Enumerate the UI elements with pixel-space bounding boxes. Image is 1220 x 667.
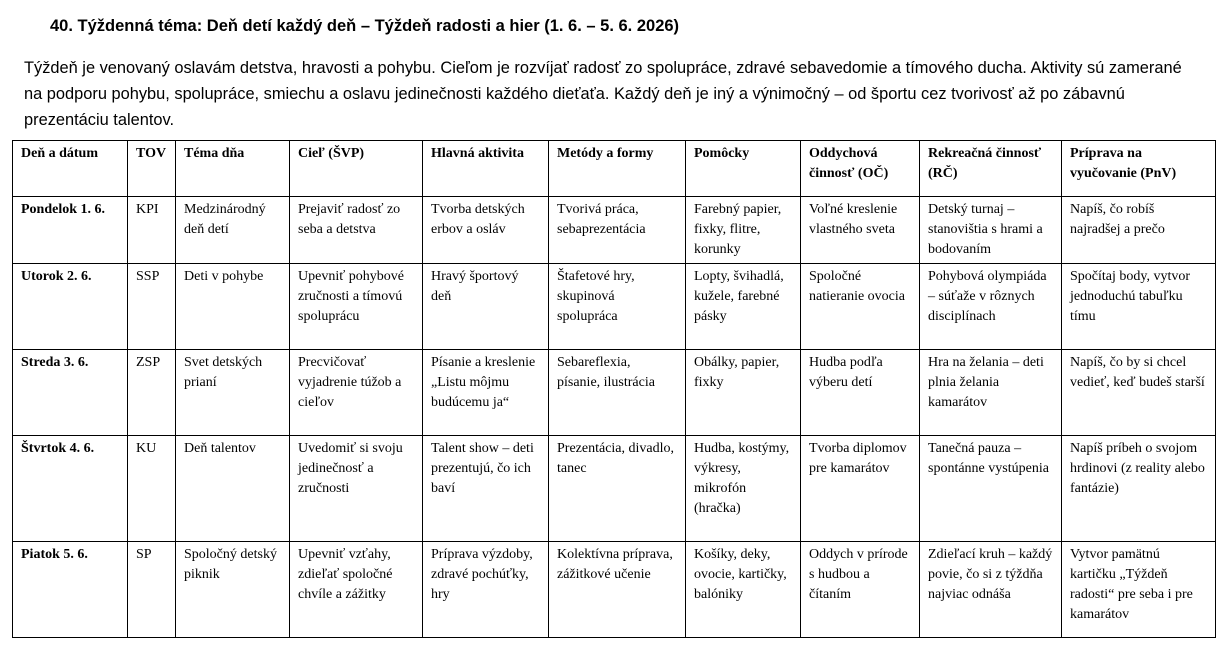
cell-aids: Lopty, švihadlá, kužele, farebné pásky — [686, 264, 801, 350]
header-rest-activity: Oddychová činnosť (OČ) — [801, 141, 920, 197]
intro-paragraph: Týždeň je venovaný oslavám detstva, hravosti a pohybu. Cieľom je rozvíjať radosť zo spolupráce, zdravé sebavedomie a tímového ducha. Aktivity sú zamerané na podporu pohybu, spolupráce, smiechu a oslavu jedinečnosti každého dieťaťa. Každý deň je iný a výnimočný – od športu cez tvorivosť až po zábavnú prezentáciu talentov. — [24, 59, 1182, 129]
header-aids: Pomôcky — [686, 141, 801, 197]
cell-main-activity: Príprava výzdoby, zdravé pochúťky, hry — [423, 542, 549, 638]
cell-tov: KU — [128, 436, 176, 542]
cell-aids: Farebný papier, fixky, flitre, korunky — [686, 197, 801, 264]
cell-tov: ZSP — [128, 350, 176, 436]
cell-preparation: Napíš, čo by si chcel vedieť, keď budeš starší — [1062, 350, 1216, 436]
cell-day: Utorok 2. 6. — [13, 264, 128, 350]
cell-tov: SSP — [128, 264, 176, 350]
cell-main-activity: Písanie a kreslenie „Listu môjmu budúcemu ja“ — [423, 350, 549, 436]
cell-rest-activity: Oddych v prírode s hudbou a čítaním — [801, 542, 920, 638]
cell-main-activity: Tvorba detských erbov a osláv — [423, 197, 549, 264]
table-row — [13, 542, 1216, 638]
cell-topic: Svet detských prianí — [176, 350, 290, 436]
table-row — [13, 197, 1216, 264]
cell-methods: Sebareflexia, písanie, ilustrácia — [549, 350, 686, 436]
cell-day: Pondelok 1. 6. — [13, 197, 128, 264]
cell-tov: SP — [128, 542, 176, 638]
cell-recreation: Hra na želania – deti plnia želania kamarátov — [920, 350, 1062, 436]
cell-goal: Prejaviť radosť zo seba a detstva — [290, 197, 423, 264]
cell-tov: KPI — [128, 197, 176, 264]
cell-preparation: Vytvor pamätnú kartičku „Týždeň radosti“ pre seba i pre kamarátov — [1062, 542, 1216, 638]
cell-methods: Štafetové hry, skupinová spolupráca — [549, 264, 686, 350]
table-row — [13, 264, 1216, 350]
cell-methods: Tvorivá práca, sebaprezentácia — [549, 197, 686, 264]
cell-preparation: Spočítaj body, vytvor jednoduchú tabuľku tímu — [1062, 264, 1216, 350]
cell-preparation: Napíš, čo robíš najradšej a prečo — [1062, 197, 1216, 264]
cell-methods: Kolektívna príprava, zážitkové učenie — [549, 542, 686, 638]
header-main-activity: Hlavná aktivita — [423, 141, 549, 197]
cell-rest-activity: Spoločné natieranie ovocia — [801, 264, 920, 350]
document-title: 40. Týždenná téma: Deň detí každý deň – Týždeň radosti a hier (1. 6. – 5. 6. 2026) — [50, 17, 680, 35]
cell-recreation: Tanečná pauza – spontánne vystúpenia — [920, 436, 1062, 542]
cell-goal: Uvedomiť si svoju jedinečnosť a zručnosti — [290, 436, 423, 542]
table-header-row — [13, 141, 1216, 197]
cell-topic: Deti v pohybe — [176, 264, 290, 350]
cell-goal: Upevniť vzťahy, zdieľať spoločné chvíle a zážitky — [290, 542, 423, 638]
cell-day: Streda 3. 6. — [13, 350, 128, 436]
header-goal: Cieľ (ŠVP) — [290, 141, 423, 197]
cell-topic: Deň talentov — [176, 436, 290, 542]
cell-main-activity: Hravý športový deň — [423, 264, 549, 350]
header-tov: TOV — [128, 141, 176, 197]
cell-recreation: Detský turnaj – stanovištia s hrami a bodovaním — [920, 197, 1062, 264]
cell-methods: Prezentácia, divadlo, tanec — [549, 436, 686, 542]
cell-aids: Obálky, papier, fixky — [686, 350, 801, 436]
cell-goal: Upevniť pohybové zručnosti a tímovú spoluprácu — [290, 264, 423, 350]
cell-main-activity: Talent show – deti prezentujú, čo ich baví — [423, 436, 549, 542]
header-recreation: Rekreačná činnosť (RČ) — [920, 141, 1062, 197]
cell-preparation: Napíš príbeh o svojom hrdinovi (z reality alebo fantázie) — [1062, 436, 1216, 542]
cell-rest-activity: Voľné kreslenie vlastného sveta — [801, 197, 920, 264]
cell-goal: Precvičovať vyjadrenie túžob a cieľov — [290, 350, 423, 436]
cell-recreation: Zdieľací kruh – každý povie, čo si z týždňa najviac odnáša — [920, 542, 1062, 638]
cell-day: Štvrtok 4. 6. — [13, 436, 128, 542]
cell-topic: Medzinárodný deň detí — [176, 197, 290, 264]
cell-topic: Spoločný detský piknik — [176, 542, 290, 638]
header-methods: Metódy a formy — [549, 141, 686, 197]
cell-aids: Košíky, deky, ovocie, kartičky, balóniky — [686, 542, 801, 638]
cell-rest-activity: Tvorba diplomov pre kamarátov — [801, 436, 920, 542]
header-day: Deň a dátum — [13, 141, 128, 197]
table-row — [13, 350, 1216, 436]
cell-aids: Hudba, kostýmy, výkresy, mikrofón (hračka) — [686, 436, 801, 542]
header-topic: Téma dňa — [176, 141, 290, 197]
cell-rest-activity: Hudba podľa výberu detí — [801, 350, 920, 436]
cell-day: Piatok 5. 6. — [13, 542, 128, 638]
weekly-plan-table — [12, 140, 1216, 638]
header-preparation: Príprava na vyučovanie (PnV) — [1062, 141, 1216, 197]
cell-recreation: Pohybová olympiáda – súťaže v rôznych disciplínach — [920, 264, 1062, 350]
table-row — [13, 436, 1216, 542]
